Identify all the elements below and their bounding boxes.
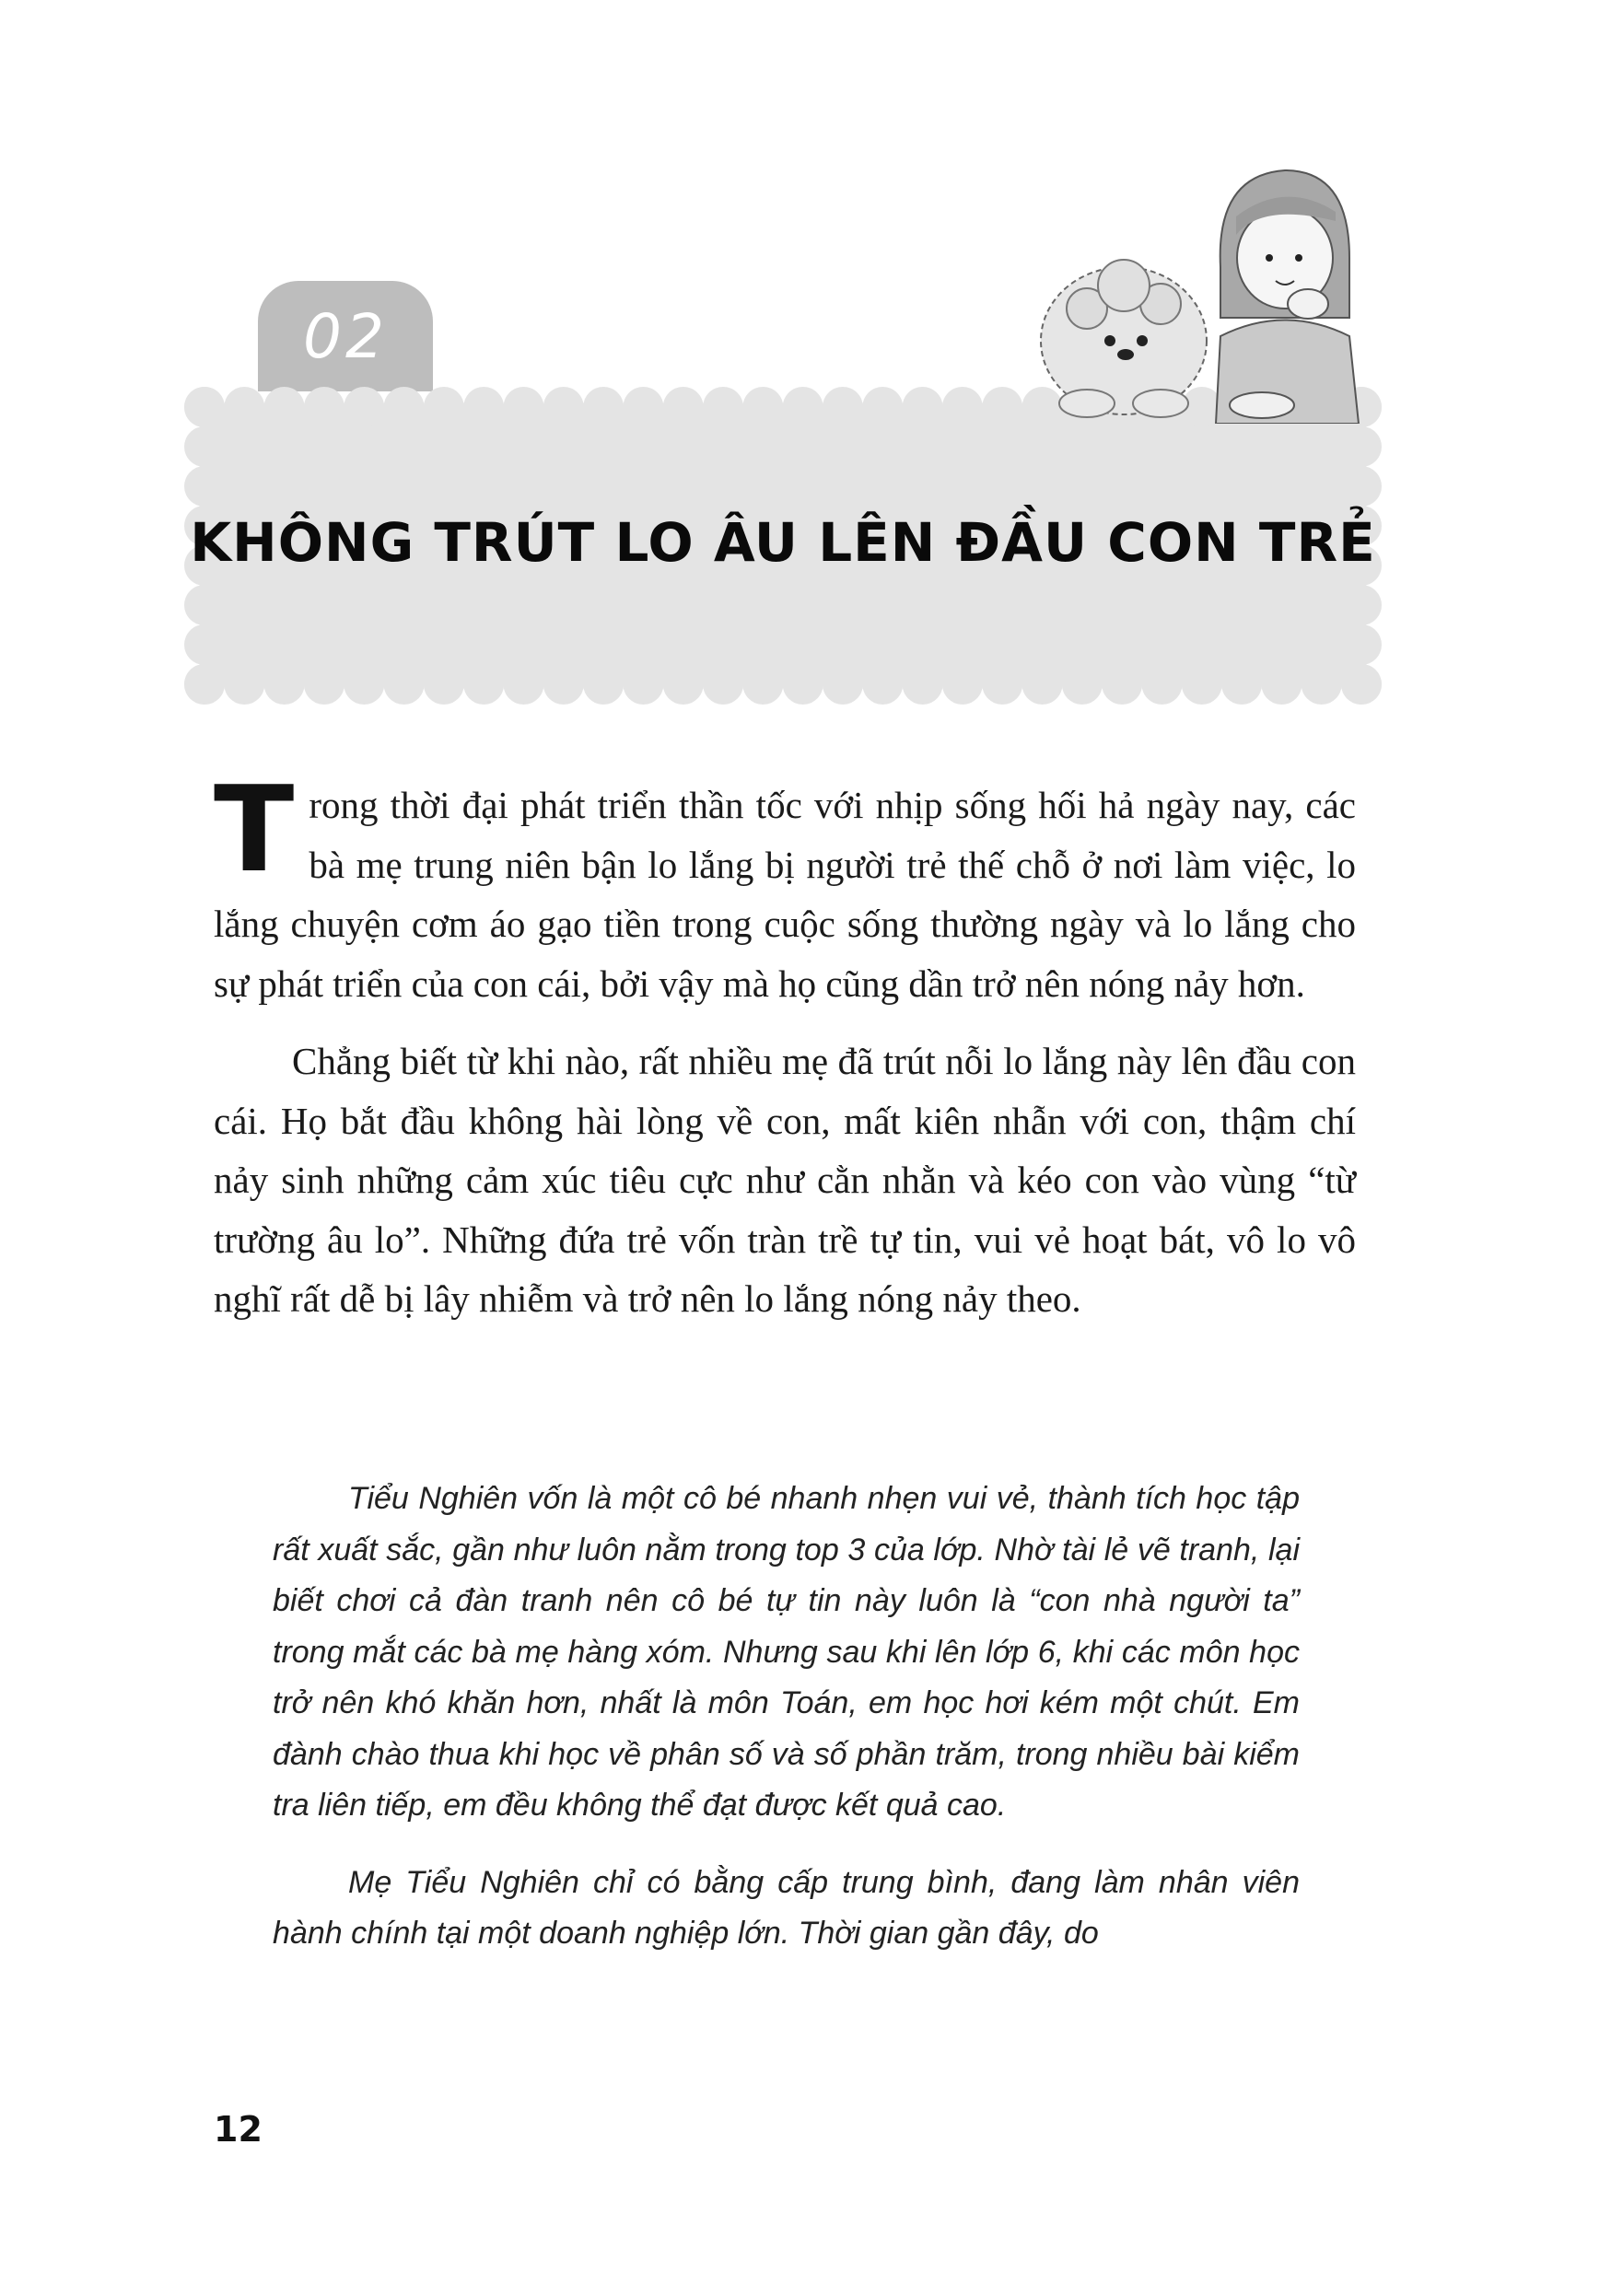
girl-icon bbox=[1216, 170, 1359, 424]
chapter-number: 02 bbox=[303, 301, 388, 372]
body-paragraph-1 bbox=[214, 762, 1356, 1013]
body-paragraph-1-text: rong thời đại phát triển thần tốc với nhịp sống hối hả ngày nay, các bà mẹ trung niên bận lo lắng bị người trẻ thế chỗ ở nơi làm việc, lo lắng chuyện cơm áo gạo tiền trong cuộc sống thường ngày và lo lắng cho sự phát triển của con cái, bởi vậy mà họ cũng dần trở nên nóng nảy hơn. bbox=[214, 784, 1356, 1005]
girl-and-dog-illustration bbox=[1032, 157, 1372, 424]
drop-cap: T bbox=[214, 762, 295, 899]
chapter-title-banner bbox=[184, 387, 1382, 705]
dog-icon bbox=[1041, 260, 1207, 417]
main-body-text bbox=[214, 762, 1356, 1347]
chapter-number-tab bbox=[258, 281, 433, 391]
story-excerpt bbox=[273, 1474, 1300, 1986]
body-paragraph-2: Chẳng biết từ khi nào, rất nhiều mẹ đã trút nỗi lo lắng này lên đầu con cái. Họ bắt đầu không hài lòng về con, mất kiên nhẫn với con, thậm chí nảy sinh những cảm xúc tiêu cực như cằn nhằn và kéo con vào vùng “từ trường âu lo”. Những đứa trẻ vốn tràn trề tự tin, vui vẻ hoạt bát, vô lo vô nghĩ rất dễ bị lây nhiễm và trở nên lo lắng nóng nảy theo. bbox=[214, 1040, 1356, 1320]
story-paragraph-1: Tiểu Nghiên vốn là một cô bé nhanh nhẹn vui vẻ, thành tích học tập rất xuất sắc, gần như luôn nằm trong top 3 của lớp. Nhờ tài lẻ vẽ tranh, lại biết chơi cả đàn tranh nên cô bé tự tin này luôn là “con nhà người ta” trong mắt các bà mẹ hàng xóm. Nhưng sau khi lên lớp 6, khi các môn học trở nên khó khăn hơn, nhất là môn Toán, em học hơi kém một chút. Em đành chào thua khi học về phân số và số phần trăm, trong nhiều bài kiểm tra liên tiếp, em đều không thể đạt được kết quả cao. bbox=[273, 1481, 1300, 1823]
chapter-title: KHÔNG TRÚT LO ÂU LÊN ĐẦU CON TRẺ bbox=[190, 511, 1376, 574]
page-number: 12 bbox=[214, 2109, 263, 2150]
story-paragraph-2: Mẹ Tiểu Nghiên chỉ có bằng cấp trung bình, đang làm nhân viên hành chính tại một doanh nghiệp lớn. Thời gian gần đây, do bbox=[273, 1864, 1300, 1951]
